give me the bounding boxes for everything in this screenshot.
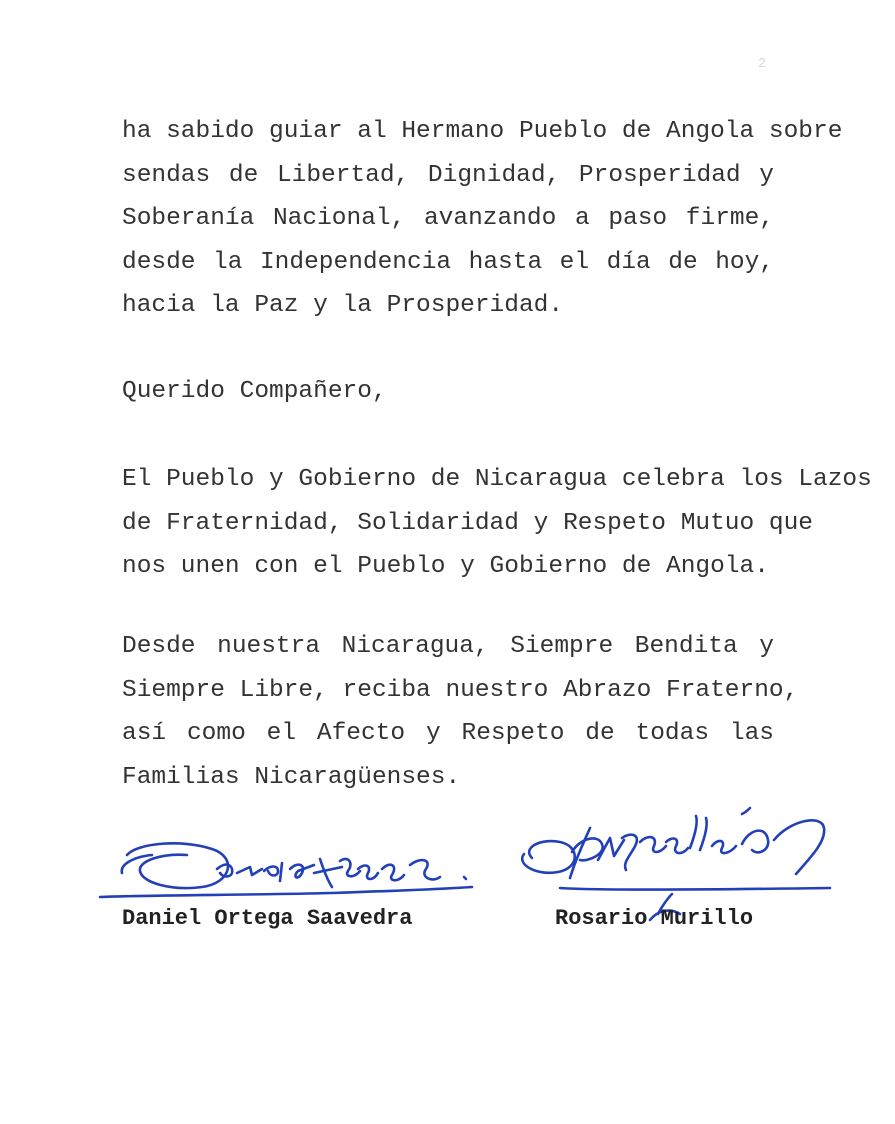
salutation (122, 370, 774, 414)
paragraph (122, 625, 799, 799)
signature-icon (92, 825, 492, 915)
text-line: sendas de Libertad, Dignidad, Prosperidad y (122, 161, 774, 189)
text-line: nos unen con el Pueblo y Gobierno de Angola. (122, 553, 769, 581)
signer-name-2: Rosario Murillo (555, 906, 754, 931)
paragraph (122, 110, 843, 328)
text-line: El Pueblo y Gobierno de Nicaragua celebra los Lazos (122, 466, 872, 493)
text-line: hacia la Paz y la Prosperidad. (122, 292, 564, 320)
text-line: Familias Nicaragüenses. (122, 763, 461, 791)
page-number: 2 (758, 56, 767, 72)
text-line: Soberanía Nacional, avanzando a paso firme, (122, 205, 774, 233)
text-line: así como el Afecto y Respeto de todas las (122, 720, 774, 748)
text-line: Desde nuestra Nicaragua, Siempre Bendita y (122, 633, 774, 660)
text-line: Siempre Libre, reciba nuestro Abrazo Fraterno, (122, 676, 799, 704)
paragraph (122, 458, 872, 589)
text-line: desde la Independencia hasta el día de hoy, (122, 248, 774, 276)
text-line: Querido Compañero, (122, 378, 387, 405)
signer-name-1: Daniel Ortega Saavedra (122, 906, 413, 931)
text-line: ha sabido guiar al Hermano Pueblo de Angola sobre (122, 118, 843, 145)
text-line: de Fraternidad, Solidaridad y Respeto Mutuo que (122, 509, 814, 537)
